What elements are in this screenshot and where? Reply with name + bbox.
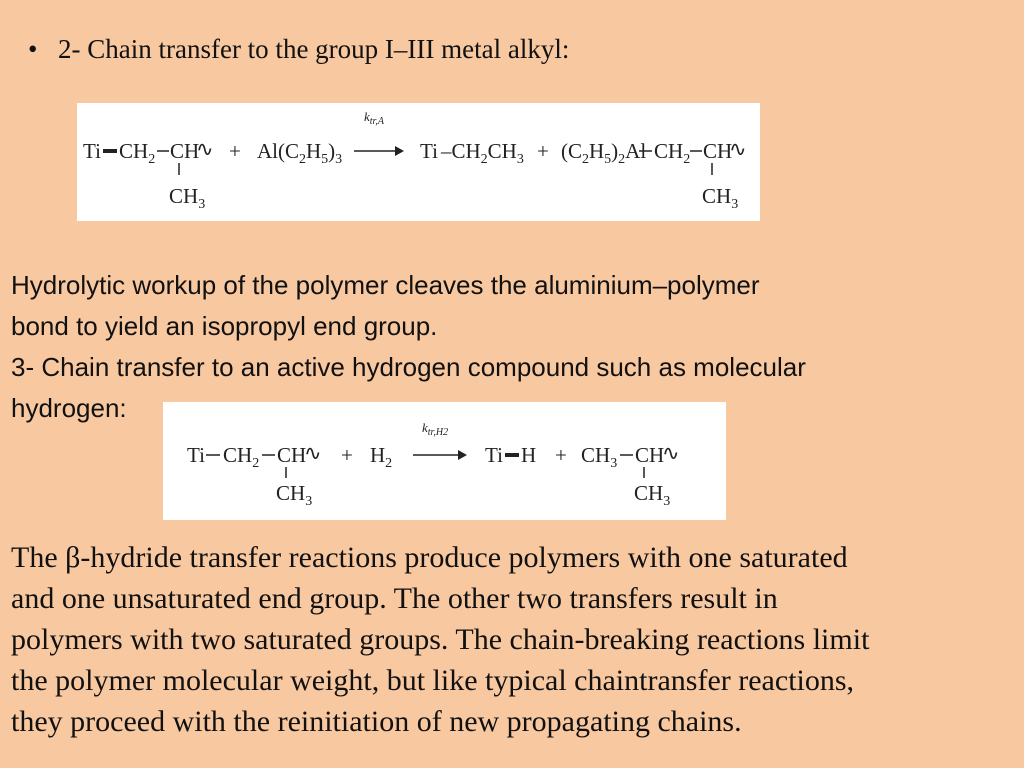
bullet-heading bbox=[28, 34, 569, 65]
methyl-2: $CH_3$ bbox=[634, 481, 671, 509]
plus-2: + bbox=[537, 139, 549, 163]
methyl-2: $CH_3$ bbox=[702, 184, 739, 212]
bullet-dot: • bbox=[28, 34, 38, 64]
paragraph-line: the polymer molecular weight, but like typical chaintransfer reactions, bbox=[11, 664, 855, 697]
reactant-1-ch: CH bbox=[170, 139, 200, 163]
methyl-1: $CH_3$ bbox=[169, 184, 206, 212]
polymer-wave-2: ∿ bbox=[662, 441, 680, 465]
reaction-2-image bbox=[163, 402, 726, 520]
bullet-text: 2- Chain transfer to the group I–III metal alkyl: bbox=[58, 34, 570, 64]
methyl-1: $CH_3$ bbox=[276, 481, 313, 509]
polymer-wave-1: ∿ bbox=[304, 441, 322, 465]
hydrogen: $H_2$ bbox=[370, 443, 393, 471]
product-2-ch2: $CH_2$ bbox=[654, 139, 691, 167]
polymer-wave-2: ∿ bbox=[729, 137, 747, 161]
reaction-1-image bbox=[77, 103, 760, 221]
reaction-2-scheme bbox=[163, 402, 726, 520]
reactant-2-alkyl: $Al(C_2H_5)_3$ bbox=[257, 139, 343, 167]
plus-2: + bbox=[555, 443, 567, 467]
plus-1: + bbox=[341, 443, 353, 467]
paragraph-line: they proceed with the reinitiation of new propagating chains. bbox=[11, 705, 742, 738]
paragraph-line: and one unsaturated end group. The other two transfers result in bbox=[11, 582, 778, 615]
paragraph-line: 3- Chain transfer to an active hydrogen compound such as molecular bbox=[11, 352, 806, 382]
paragraph-line: Hydrolytic workup of the polymer cleaves the aluminium–polymer bbox=[11, 270, 760, 300]
reactant-1-ch: CH bbox=[277, 443, 307, 467]
arrowhead-2 bbox=[458, 450, 467, 460]
reactant-1-ti: Ti bbox=[187, 443, 205, 467]
paragraph-line: bond to yield an isopropyl end group. bbox=[11, 311, 438, 341]
paragraph-line: hydrogen: bbox=[11, 393, 127, 423]
rate-constant-1: $k_{tr,A}$ bbox=[364, 109, 384, 127]
paragraph-line: polymers with two saturated groups. The chain-breaking reactions limit bbox=[11, 623, 870, 656]
product-2-ch: CH bbox=[703, 139, 733, 163]
reactant-1-ti: Ti bbox=[83, 139, 101, 163]
reaction-1-scheme bbox=[77, 103, 760, 221]
product-ti: Ti bbox=[485, 443, 503, 467]
reactant-1-ch2: $CH_2$ bbox=[119, 139, 156, 167]
rate-constant-2: $k_{tr,H2}$ bbox=[422, 420, 449, 438]
polymer-wave-1: ∿ bbox=[196, 137, 214, 161]
paragraph-line: The β-hydride transfer reactions produce polymers with one saturated bbox=[11, 541, 848, 574]
arrowhead-1 bbox=[395, 146, 404, 156]
product-2-alkyl: $(C_2H_5)_2Al$ bbox=[561, 139, 647, 167]
product-h: H bbox=[521, 443, 537, 467]
plus-1: + bbox=[229, 139, 241, 163]
product-ch3: $CH_3$ bbox=[581, 443, 618, 471]
product-ch: CH bbox=[635, 443, 665, 467]
reactant-1-ch2: $CH_2$ bbox=[223, 443, 260, 471]
summary-paragraph bbox=[11, 537, 1016, 742]
product-1: Ti $-CH_2CH_3$ bbox=[420, 139, 524, 167]
